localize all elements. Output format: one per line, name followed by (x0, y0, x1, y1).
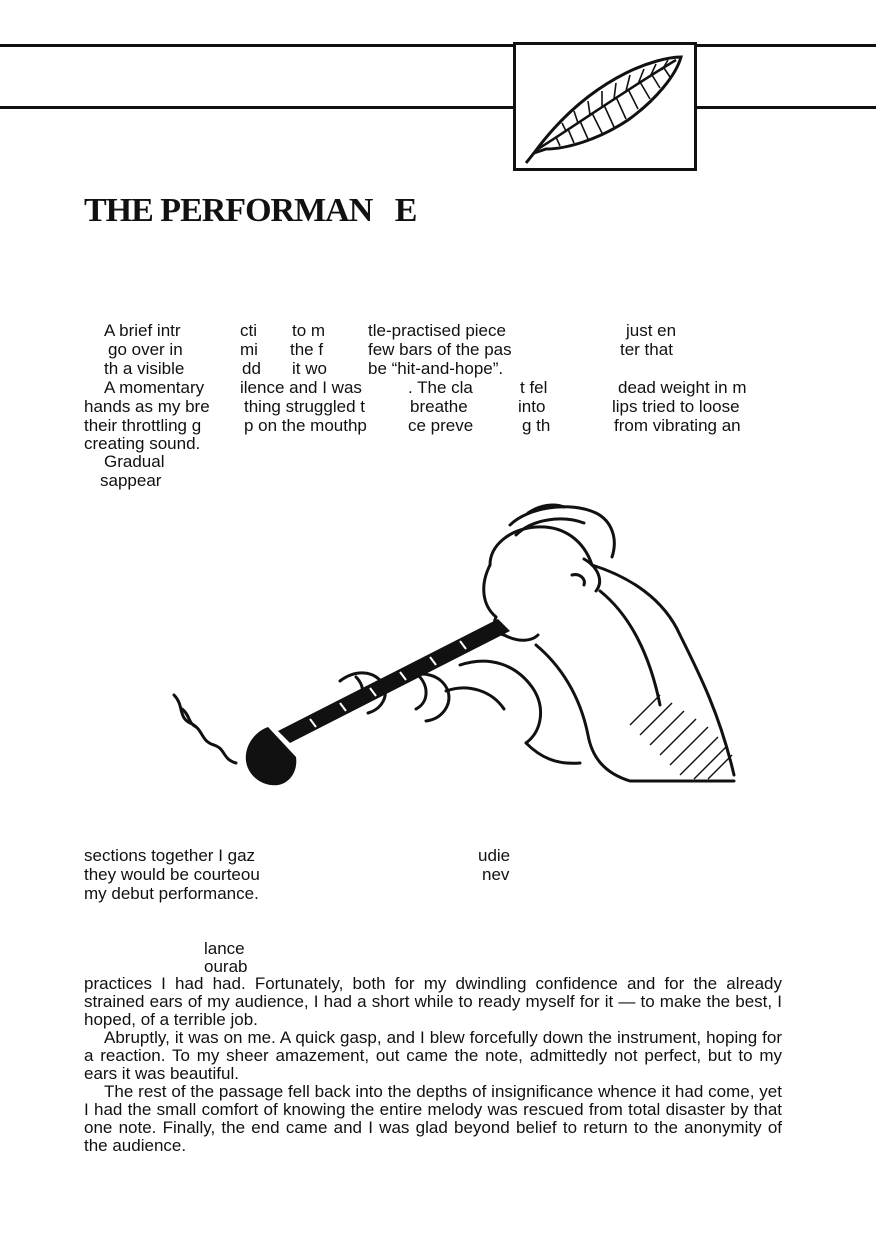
header-rule-top-right (694, 44, 876, 47)
paragraph: Abruptly, it was on me. A quick gasp, and I blew forcefully down the instrument, hoping for a reaction. To my sheer amazement, out came the note, admittedly not perfect, but to my ears it was beautiful. (84, 1028, 782, 1083)
paragraph: practices I had had. Fortunately, both for my dwindling confidence and for the already strained ears of my audience, I had a short while to ready myself for it — to make the best, I hoped, of a terrible job. (84, 974, 782, 1029)
page-title: THE PERFORMAN E (84, 192, 417, 229)
text-fragment: mi (240, 340, 258, 359)
text-fragment: ter that (620, 340, 673, 359)
feather-emblem-box (513, 42, 697, 171)
text-fragment: dead weight in m (618, 378, 747, 397)
text-fragment: they would be courteou (84, 865, 260, 884)
text-fragment: ilence and I was (240, 378, 362, 397)
text-fragment: from vibrating an (614, 416, 741, 435)
text-fragment: my debut performance. (84, 884, 259, 903)
text-fragment: g th (522, 416, 551, 435)
text-fragment: few bars of the pas (368, 340, 512, 359)
text-fragment: dd (242, 359, 261, 378)
text-fragment: A momentary (104, 378, 205, 397)
text-fragment: breathe (410, 397, 468, 416)
text-fragment: lance (204, 939, 245, 958)
text-fragment: udie (478, 846, 511, 865)
text-fragment: cti (240, 321, 257, 340)
text-fragment: tle-practised piece (368, 321, 506, 340)
text-fragment: t fel (520, 378, 548, 397)
text-fragment: . The cla (408, 378, 473, 397)
text-fragment: go over in (108, 340, 183, 359)
text-fragment: be “hit-and-hope”. (368, 359, 504, 378)
feather-icon (516, 45, 694, 168)
text-fragment: creating sound. (84, 434, 201, 453)
clarinet-player-illustration (160, 495, 740, 795)
article-body (84, 975, 782, 1155)
text-fragment: the f (290, 340, 324, 359)
text-fragment: sappear (100, 471, 162, 490)
text-fragment: th a visible (104, 359, 185, 378)
text-fragment: just en (626, 321, 677, 340)
text-fragment: Gradual (104, 452, 165, 471)
text-fragment: lips tried to loose (612, 397, 740, 416)
text-fragment: into (518, 397, 546, 416)
text-fragment: hands as my bre (84, 397, 210, 416)
text-fragment: ourab (204, 957, 248, 976)
text-fragment: A brief intr (104, 321, 181, 340)
text-fragment: ce preve (408, 416, 474, 435)
text-fragment: thing struggled t (244, 397, 365, 416)
text-fragment: nev (482, 865, 510, 884)
text-fragment: it wo (292, 359, 327, 378)
header-rule-bottom-left (0, 106, 513, 109)
text-fragment: their throttling g (84, 416, 202, 435)
text-fragment: p on the mouthp (244, 416, 367, 435)
paragraph: The rest of the passage fell back into the depths of insignificance whence it had come, yet I had the small comfort of knowing the entire melody was rescued from total disaster by that one note. Finally, the end came and I was glad beyond belief to return to the anonymity of the audience. (84, 1082, 782, 1155)
text-fragment: to m (292, 321, 326, 340)
header-rule-bottom-right (694, 106, 876, 109)
text-fragment: sections together I gaz (84, 846, 256, 865)
header-rule-top-left (0, 44, 513, 47)
